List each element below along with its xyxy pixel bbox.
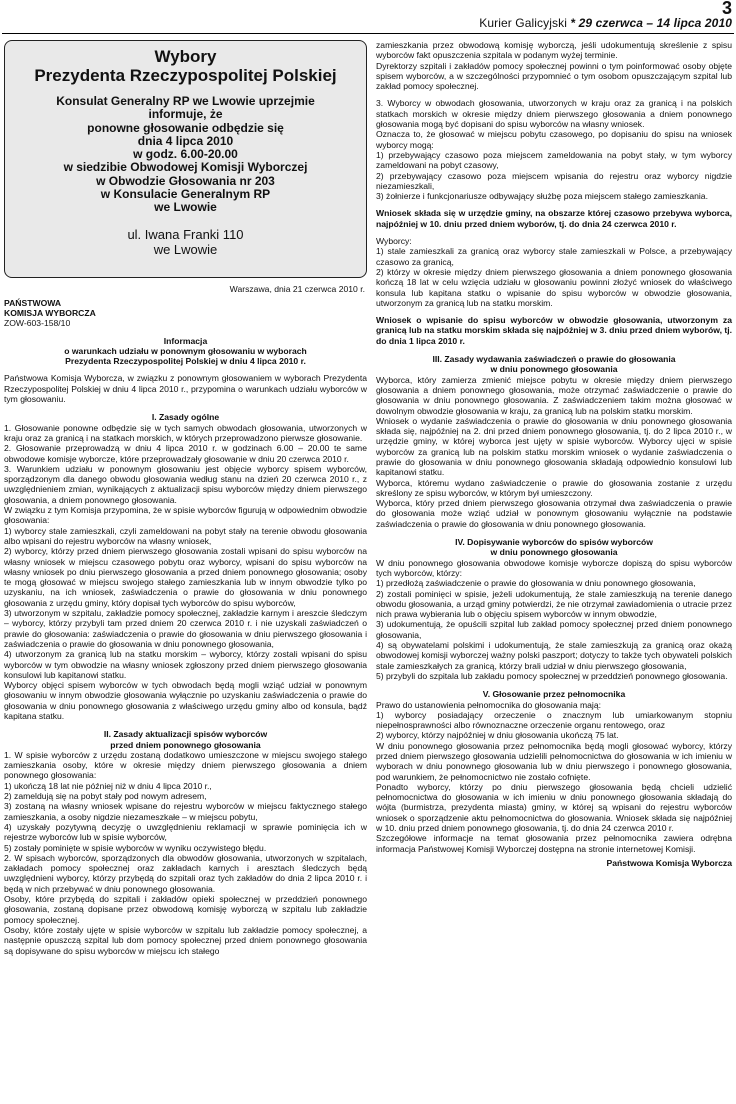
paragraph: Dyrektorzy szpitali i zakładów pomocy społecznej powinni o tym poinformować osoby objęte spisem wyborców, a w szczególności przypomnieć o tym osobom opuszczającym szpital lub zakład pomocy społecznej.: [376, 60, 732, 92]
paragraph: Ponadto wyborcy, którzy po dniu pierwszego głosowania będą chcieli udzielić pełnomocnictwa do głosowania w ich imieniu w dniu ponownego głosowania składają do wójta (burmistrza, prezydenta miasta) gminy, w której są wpisani do rejestru wyborców wniosek o sporządzenie aktu pełnomocnictwa do głosowania. Wniosek składa się najpóźniej w 10. dniu przed dniem ponownego głosowania, tj. do dnia 24 czerwca 2010 r.: [376, 781, 732, 834]
header-rule: [2, 33, 734, 34]
paragraph: 2) zostali pominięci w spisie, jeżeli udokumentują, że stale zamieszkują na terenie danego obwodu głosowania, a urząd gminy potwierdzi, że nie otrzymał zawiadomienia o utracie przez nich prawa wybierania lub o objęciu spisem wyborców w innym obwodzie,: [376, 588, 732, 620]
announcement-address: [11, 227, 360, 257]
address-line: we Lwowie: [153, 241, 218, 257]
announcement-line: w Konsulacie Generalnym RP: [100, 187, 271, 202]
paragraph: 2) wyborcy, którzy najpóźniej w dniu głosowania ukończą 75 lat.: [376, 730, 619, 741]
paragraph: Szczegółowe informacje na temat głosowania przez pełnomocnika zawiera odrębna informacja Państwowej Komisji Wyborczej dostępna na stronie internetowej Komisji.: [376, 833, 732, 854]
announcement-body: [11, 95, 360, 215]
paragraph: 4) są obywatelami polskimi i udokumentują, że stale zamieszkują za granicą oraz okażą obwodowej komisji wyborczej ważny polski paszport; dotyczy to także tych obywateli polskich stale zamieszkałych za granicą, którzy brali udział w dniu pierwszego głosowania,: [376, 640, 732, 671]
paragraph: Prawo do ustanowienia pełnomocnika do głosowania mają:: [376, 699, 602, 710]
section-heading: przed dniem ponownego głosowania: [110, 739, 261, 750]
paragraph: 2. W spisach wyborców, sporządzonych dla obwodów głosowania, utworzonych w szpitalach, zakładach pomocy społecznej oraz zakładach karnych i aresztach śledczych będą uwzględnieni wyborcy, którzy przybędą do szpitali oraz tych zakładów do dnia 2 lipca 2010 r. i będą w nich przebywać w dniu ponownego głosowania.: [4, 852, 367, 894]
paragraph: 1) wyborcy stale zamieszkali, czyli zameldowani na pobyt stały na terenie obwodu głosowania albo wpisani do rejestru wyborców na własny wniosek,: [4, 525, 367, 546]
paragraph: Wyborcy:: [376, 236, 412, 247]
paragraph: Wyborca, który zamierza zmienić miejsce pobytu w okresie między dniem pierwszego głosowania a dniem ponownego głosowania, może otrzymać zaświadczenie o prawie do głosowania w dniu ponownego głosowania. Z zaświadczeniem takim można głosować w dowolnym obwodzie głosowania w kraju, za granicą lub na polskim statku morskim.: [376, 374, 732, 416]
announcement-line: w Obwodzie Głosowania nr 203: [96, 173, 275, 188]
paragraph: Oznacza to, że głosować w miejscu pobytu czasowego, po dopisaniu do spisu na wniosek wyborcy mogą:: [376, 129, 732, 150]
right-column: [376, 40, 732, 868]
left-column: [4, 40, 367, 956]
paragraph: 1) ukończą 18 lat nie później niż w dniu 4 lipca 2010 r.,: [4, 780, 212, 791]
paragraph: W związku z tym Komisja przypomina, że w spisie wyborców figurują w odpowiednim obwodzie głosowania:: [4, 505, 367, 526]
paragraph: 5) przybyli do szpitala lub zakładu pomocy społecznej w przeddzień ponownego głosowania.: [376, 670, 728, 681]
paragraph: 3) udokumentują, że opuścili szpital lub zakład pomocy społecznej przed dniem ponownego głosowania,: [376, 619, 732, 640]
announcement-line: Konsulat Generalny RP we Lwowie uprzejmie: [56, 94, 315, 108]
section-heading: IV. Dopisywanie wyborców do spisów wyborców: [455, 537, 653, 548]
paragraph: 1) wyborcy posiadający orzeczenie o znacznym lub umiarkowanym stopniu niepełnosprawności albo równoznaczne orzeczenie organu rentowego, oraz: [376, 709, 732, 731]
paragraph: W dniu ponownego głosowania obwodowe komisje wyborcze dopiszą do spisu wyborców tych wyborców, którzy:: [376, 557, 732, 578]
paragraph: 2) przebywający czasowo poza miejscem wpisania do rejestru oraz wyborcy nigdzie niezamieszkali,: [376, 170, 732, 191]
announcement-title-line: Wybory: [154, 47, 217, 66]
paragraph: 1. Głosowanie ponowne odbędzie się w tych samych obwodach głosowania, utworzonych w kraju oraz za granicą i na statkach morskich, w których przeprowadzono pierwsze głosowanie.: [4, 422, 367, 443]
issue-dates: * 29 czerwca – 14 lipca 2010: [566, 16, 732, 30]
address-line: ul. Iwana Franki 110: [127, 226, 244, 242]
paragraph: 3. Warunkiem udziału w ponownym głosowaniu jest objęcie wyborcy spisem wyborców, sporządzonym dla danego obwodu głosowania według stanu na dzień 20 czerwca 2010 r., z uwzględnieniem zmian, wynikających z aktualizacji spisu wyborców między dniem pierwszego głosowania, a dniem ponownego głosowania.: [4, 463, 367, 505]
paragraph: 4) utworzonym za granicą lub na statku morskim – wyborcy, którzy zostali wpisani do spisu wyborców w tym obwodzie na własny wniosek zgłoszony przed dniem pierwszego głosowania konsulowi lub kapitanowi statku.: [4, 649, 367, 680]
commission-name-line: PAŃSTWOWA: [4, 298, 62, 309]
reference-number: ZOW-603-158/10: [4, 318, 71, 329]
paragraph: 3) zostaną na własny wniosek wpisane do rejestru wyborców w miejscu faktycznego stałego zamieszkania, a osoby nigdzie niezameszkałe – w miejscu pobytu,: [4, 801, 367, 822]
section-heading: I. Zasady ogólne: [151, 412, 220, 423]
bold-notice: Wniosek składa się w urzędzie gminy, na obszarze której czasowo przebywa wyborca, najpóźniej w 10. dniu przed dniem wyborów, tj. do dnia 24 czerwca 2010 r.: [376, 208, 732, 229]
announcement-line: dnia 4 lipca 2010: [137, 133, 234, 148]
paragraph: 5) zostały pominięte w spisie wyborców w wyniku oczywistego błędu.: [4, 842, 267, 853]
paragraph: 1. W spisie wyborców z urzędu zostaną dodatkowo umieszczone w miejscu swojego stałego zamieszkania osoby, które w okresie między dniem pierwszego głosowania a dniem ponownego głosowania:: [4, 749, 367, 781]
announcement-line: w godz. 6.00-20.00: [133, 147, 238, 162]
commission-name-line: KOMISJA WYBORCZA: [4, 308, 96, 319]
section-heading: w dniu ponownego głosowania: [490, 547, 618, 558]
section-heading: III. Zasady wydawania zaświadczeń o prawie do głosowania: [432, 354, 676, 365]
section-heading: V. Głosowanie przez pełnomocnika: [482, 689, 626, 700]
paragraph: 1) stale zamieszkali za granicą oraz wyborcy stale zamieszkali w Polsce, a przebywający czasowo za granicą,: [376, 246, 732, 267]
paragraph: 2. Głosowanie przeprowadzą w dniu 4 lipca 2010 r. w godzinach 6.00 – 20.00 te same obwodowe komisje wyborcze, które przeprowadzały głosowanie w dniu 20 czerwca 2010 r.: [4, 443, 367, 464]
page-number: 3: [721, 0, 732, 18]
announcement-box: [4, 40, 367, 278]
dateline: Warszawa, dnia 21 czerwca 2010 r.: [229, 284, 365, 294]
announcement-line: w siedzibie Obwodowej Komisji Wyborczej: [63, 160, 308, 175]
paragraph: 1) przebywający czasowo poza miejscem zameldowania na pobyt stały, w tym wyborcy zameldowani na pobyt czasowy,: [376, 149, 732, 171]
paragraph: Wyborca, który przed dniem pierwszego głosowania otrzymał dwa zaświadczenia o prawie do głosowania może wziąć udział w ponownym głosowaniu wyłącznie na podstawie zaświadczenia o prawie do głosowania w dniu ponownego głosowania.: [376, 498, 732, 529]
paragraph: Wyborcy objęci spisem wyborców w tych obwodach będą mogli wziąć udział w ponownym głosowaniu w innym obwodzie głosowania wyłącznie po uzyskaniu zaświadczenia o prawie do głosowania w dniu ponownego głosowania z właściwego urzędu gminy albo od konsula, bądź kapitana statku.: [4, 680, 367, 721]
paragraph: 1) przedłożą zaświadczenie o prawie do głosowania w dniu ponownego głosowania,: [376, 578, 696, 589]
paragraph: 2) zameldują się na pobyt stały pod nowym adresem,: [4, 791, 207, 802]
paragraph: 3) żołnierze i funkcjonariusze odbywający służbę poza miejscem stałego zamieszkania.: [376, 191, 708, 202]
info-subtitle: o warunkach udziału w ponownym głosowaniu w wyborach: [64, 345, 307, 356]
paragraph: 2) wyborcy, którzy przed dniem pierwszego głosowania zostali wpisani do spisu wyborców na własny wniosek w miejscu czasowego pobytu oraz wyborcy, wpisani do spisu wyborców na własny wniosek po dniu pierwszego głosowania a przed dniem ponownego głosowania; osoby te mogą głosować w miejscu swojego stałego zamieszkania lub w innym obwodzie tylko po uzyskaniu, na ich wniosek, zaświadczenia o prawie do głosowania w dniu ponownego głosowania z urzędu gminy, który dopisał tych wyborców do spisu wyborców,: [4, 546, 367, 608]
section-heading: II. Zasady aktualizacji spisów wyborców: [103, 729, 268, 740]
paragraph: Wyborca, któremu wydano zaświadczenie o prawie do głosowania zostanie z urzędu skreślony ze spisu wyborców, w którym był umieszczony.: [376, 477, 732, 498]
signature: Państwowa Komisja Wyborcza: [606, 857, 732, 868]
paragraph: W dniu ponownego głosowania przez pełnomocnika będą mogli głosować wyborcy, którzy przed dniem pierwszego głosowania udzielili pełnomocnictwa do głosowania w ich imieniu w wyborach w dniu ponownego głosowania lub w dniu pierwszego i ponownego głosowania, pod warunkiem, że pełnomocnictwo nie zostało cofnięte.: [376, 740, 732, 782]
announcement-title: [11, 47, 360, 85]
intro-paragraph: Państwowa Komisja Wyborcza, w związku z ponownym głosowaniem w wyborach Prezydenta Rzeczypospolitej Polskiej w dniu 4 lipca 2010 r., przypomina o warunkach udziału wyborców w tym głosowaniu.: [4, 373, 367, 405]
page-header: [0, 0, 736, 36]
announcement-title-line: Prezydenta Rzeczypospolitej Polskiej: [34, 66, 337, 85]
paragraph: Osoby, które zostały ujęte w spisie wyborców w szpitalu lub zakładzie pomocy społecznej, a następnie opuszczą szpital lub dom pomocy społecznej przed dniem ponownego głosowania są dopisywane do spisu wyborców w miejscu ich stałego: [4, 924, 367, 956]
info-subtitle: Prezydenta Rzeczypospolitej Polskiej w dniu 4 lipca 2010 r.: [65, 356, 306, 367]
announcement-line: we Lwowie: [154, 200, 217, 215]
paragraph: 4) uzyskały pozytywną decyzję o uwzględnieniu reklamacji w sprawie pominięcia ich w rejestrze wyborców lub w spisie wyborców,: [4, 821, 367, 843]
paragraph: Osoby, które przybędą do szpitali i zakładów opieki społecznej w przeddzień ponownego głosowania, zostaną dopisane przez obwodową komisję wyborczą w szpitalu lub zakładzie pomocy społecznej.: [4, 894, 367, 925]
paragraph: 2) którzy w okresie między dniem pierwszego głosowania a dniem ponownego głosowania kończą 18 lat w celu wzięcia udziału w głosowaniu powinni złożyć wniosek do właściwego konsula lub kapitana statku o wpisanie do spisu wyborców w obwodzie głosowania, utworzonym za granicą lub na statku morskim.: [376, 266, 732, 308]
announcement-line: informuje, że: [148, 107, 223, 122]
info-title: Informacja: [163, 335, 208, 346]
paragraph: Wniosek o wydanie zaświadczenia o prawie do głosowania w dniu ponownego głosowania składa się, najpóźniej na 2. dni przed dniem ponownego głosowania, tj. do 2 lipca 2010 r., w urzędzie gminy, w której wyborca jest ujęty w spisie wyborców. Wyborcy ujęci w spisie wyborców za granicą lub na polskim statku morskim wniosek o wydanie zaświadczenia o prawie do głosowania w dniu ponownego głosowania składają odpowiednio konsulowi lub kapitanowi statku.: [376, 415, 732, 478]
paragraph: 3) utworzonym w szpitalu, zakładzie pomocy społecznej, zakładzie karnym i areszcie śledczym – wyborcy, którzy przybyli tam przed dniem 20 czerwca 2010 r. i nie uzyskali zaświadczeń o prawie do głosowania: zaświadczenia o prawie do głosowania w dniu pierwszego głosowania i zaświadczenia o prawie do głosowania w dniu ponownego głosowania,: [4, 608, 367, 649]
paragraph: zamieszkania przez obwodową komisję wyborczą, jeśli udokumentują skreślenie z spisu wyborców fakt opuszczenia szpitala w podanym wyżej terminie.: [376, 40, 732, 61]
section-heading: w dniu ponownego głosowania: [490, 364, 618, 375]
announcement-line: ponowne głosowanie odbędzie się: [87, 120, 284, 135]
bold-notice: Wniosek o wpisanie do spisu wyborców w obwodzie głosowania, utworzonym za granicą lub na statku morskim składa się najpóźniej w 3. dniu przed dniem wyborów, tj. do dnia 1 lipca 2010 r.: [376, 315, 732, 346]
publication-name: Kurier Galicyjski: [479, 16, 567, 30]
running-header: [479, 16, 732, 30]
paragraph: 3. Wyborcy w obwodach głosowania, utworzonych w kraju oraz za granicą i na polskich statkach morskich w okresie między dniem pierwszego głosowania a dniem ponownego głosowania mogą być dopisani do spisu wyborców na własny wniosek.: [376, 98, 732, 130]
